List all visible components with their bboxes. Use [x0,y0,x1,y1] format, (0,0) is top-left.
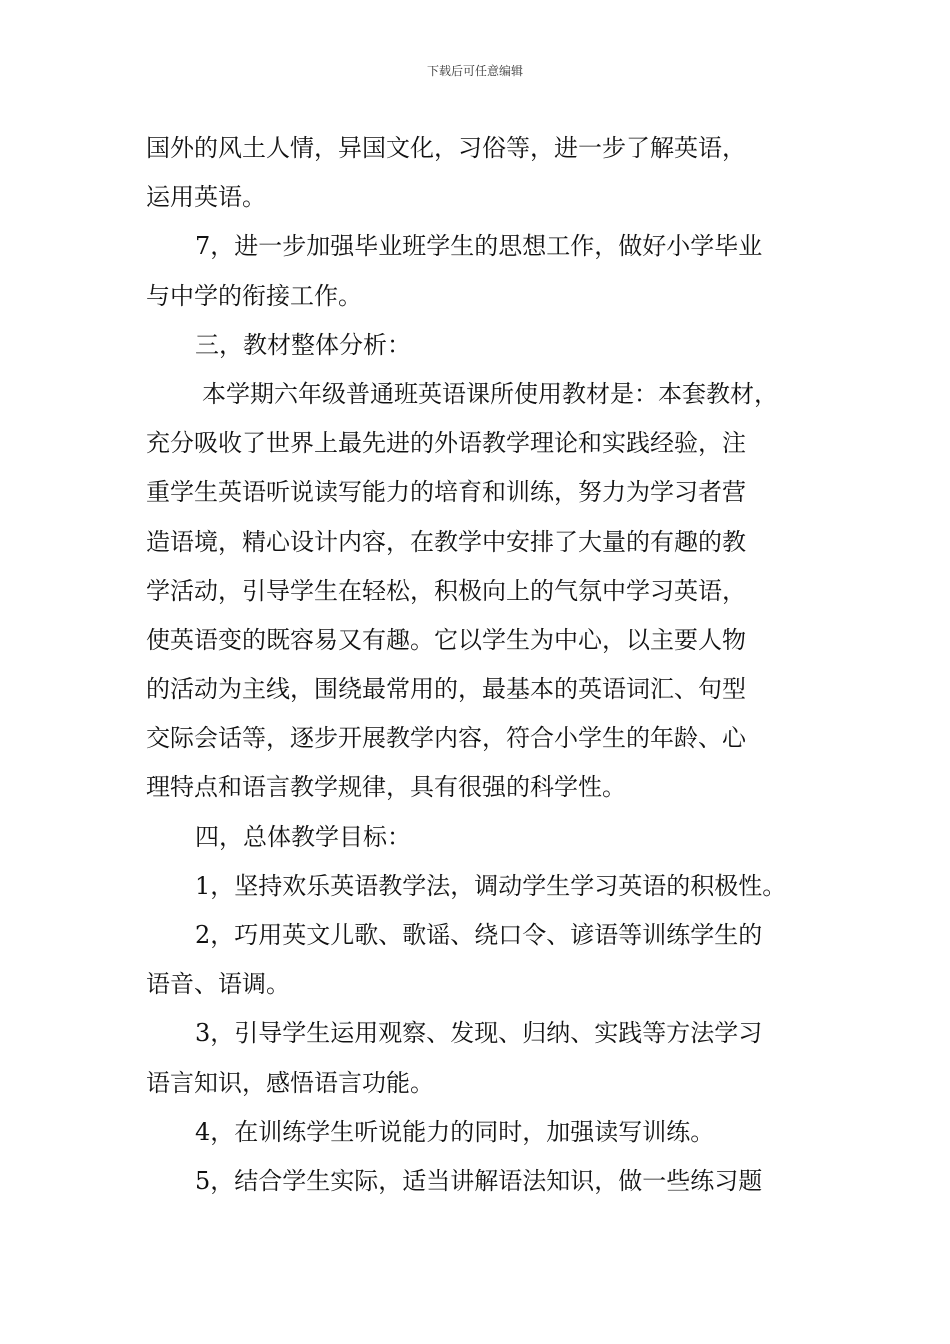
text-line: 2，巧用英文儿歌、歌谣、绕口令、谚语等训练学生的 [195,921,763,949]
text-line: 造语境，精心设计内容，在教学中安排了大量的有趣的教 [146,527,746,556]
text-line: 交际会话等，逐步开展教学内容，符合小学生的年龄、心 [146,724,746,753]
section-heading: 四，总体教学目标： [195,822,411,851]
text-line: 运用英语。 [146,183,266,212]
text-line: 语言知识，感悟语言功能。 [146,1068,434,1097]
text-line: 重学生英语听说读写能力的培育和训练，努力为学习者营 [146,478,746,507]
page-header-note: 下载后可任意编辑 [426,64,523,78]
text-line: 5，结合学生实际，适当讲解语法知识，做一些练习题 [195,1166,763,1195]
text-line: 3，引导学生运用观察、发现、归纳、实践等方法学习 [195,1019,763,1048]
text-line: 本学期六年级普通班英语课所使用教材是：本套教材， [202,379,778,408]
document-body [146,124,816,1206]
text-line: 学活动，引导学生在轻松，积极向上的气氛中学习英语， [146,576,746,605]
text-line: 4，在训练学生听说能力的同时，加强读写训练。 [195,1117,715,1146]
text-line: 7，进一步加强毕业班学生的思想工作，做好小学毕业 [195,232,763,261]
text-line: 使英语变的既容易又有趣。它以学生为中心，以主要人物 [146,625,746,654]
text-line: 的活动为主线，围绕最常用的，最基本的英语词汇、句型 [146,675,746,704]
text-line: 充分吸收了世界上最先进的外语教学理论和实践经验，注 [146,429,746,458]
text-line: 1，坚持欢乐英语教学法，调动学生学习英语的积极性。 [195,871,787,900]
text-line: 国外的风土人情，异国文化，习俗等，进一步了解英语， [146,134,746,162]
text-line: 理特点和语言教学规律，具有很强的科学性。 [146,773,626,802]
text-line: 与中学的衔接工作。 [146,281,362,310]
text-line: 语音、语调。 [146,970,290,999]
section-heading: 三，教材整体分析： [195,330,411,359]
